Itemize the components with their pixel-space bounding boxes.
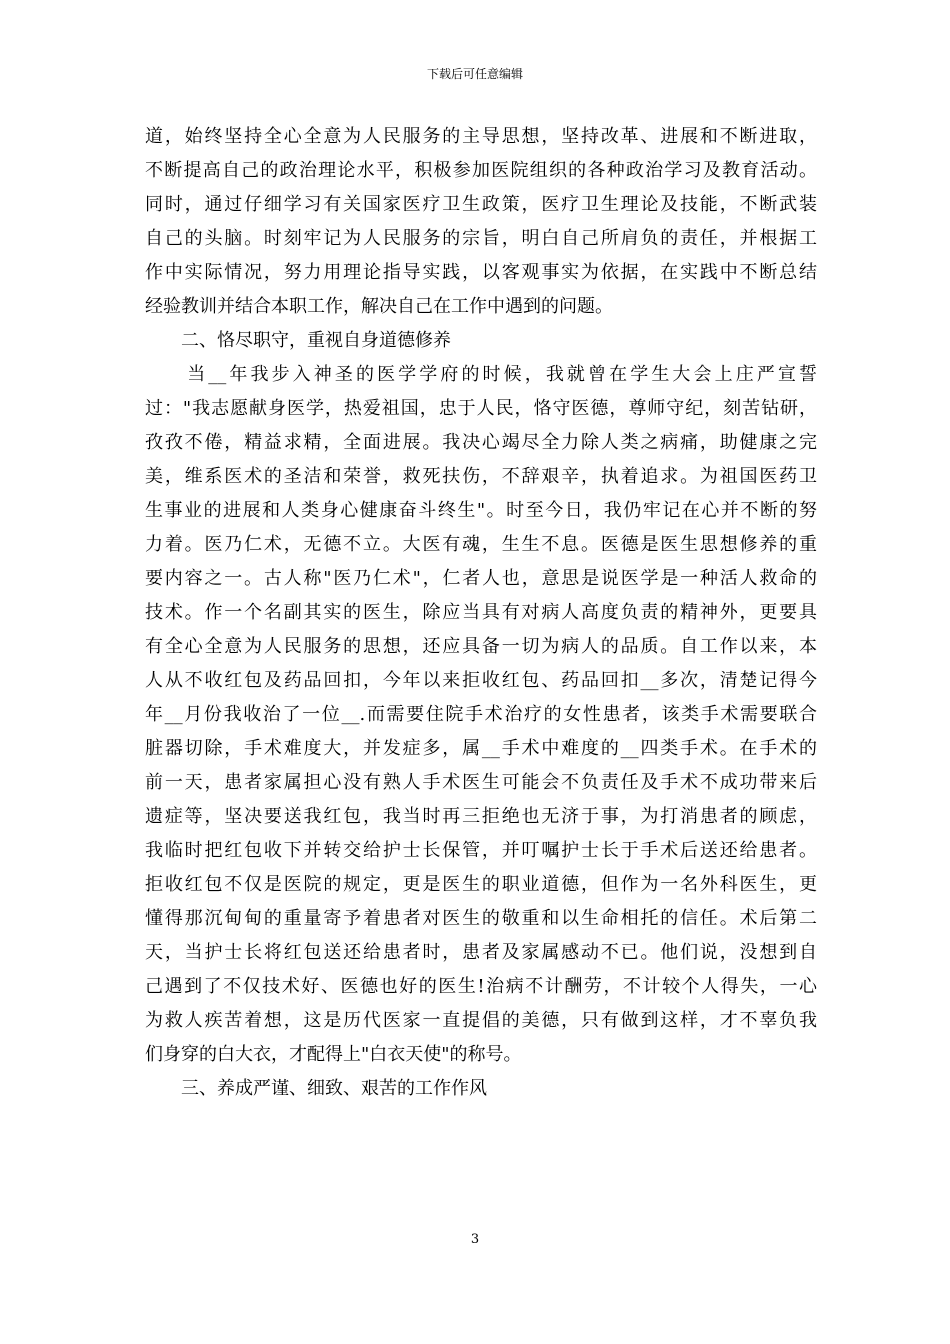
text-line: 经验教训并结合本职工作，解决自己在工作中遇到的问题。 xyxy=(145,296,613,317)
text-line: 过："我志愿献身医学，热爱祖国，忠于人民，恪守医德，尊师守纪，刻苦钻研， xyxy=(145,398,817,419)
text-line: 要内容之一。古人称"医乃仁术"，仁者人也，意思是说医学是一种活人救命的 xyxy=(145,568,817,589)
text-line: 拒收红包不仅是医院的规定，更是医生的职业道德，但作为一名外科医生，更 xyxy=(145,874,817,895)
text-line: 人从不收红包及药品回扣，今年以来拒收红包、药品回扣__多次，清楚记得今 xyxy=(145,670,817,691)
text-line: 们身穿的白大衣，才配得上"白衣天使"的称号。 xyxy=(145,1044,522,1065)
text-line: 遗症等，坚决要送我红包，我当时再三拒绝也无济于事，为打消患者的顾虑， xyxy=(145,806,817,827)
text-line: 不断提高自己的政治理论水平，积极参加医院组织的各种政治学习及教育活动。 xyxy=(145,160,817,181)
text-line: 年__月份我收治了一位__.而需要住院手术治疗的女性患者，该类手术需要联合 xyxy=(145,704,817,725)
section-heading: 二、恪尽职守，重视自身道德修养 xyxy=(145,330,451,351)
text-line: 作中实际情况，努力用理论指导实践，以客观事实为依据，在实践中不断总结 xyxy=(145,262,817,283)
text-line: 生事业的进展和人类身心健康奋斗终生"。时至今日，我仍牢记在心并不断的努 xyxy=(145,500,817,521)
text-line: 当__年我步入神圣的医学学府的时候，我就曾在学生大会上庄严宣誓 xyxy=(145,364,817,385)
text-line: 力着。医乃仁术，无德不立。大医有魂，生生不息。医德是医生思想修养的重 xyxy=(145,534,817,555)
text-line: 脏器切除，手术难度大，并发症多，属__手术中难度的__四类手术。在手术的 xyxy=(145,738,817,759)
text-line: 自己的头脑。时刻牢记为人民服务的宗旨，明白自己所肩负的责任，并根据工 xyxy=(145,228,817,249)
text-line: 我临时把红包收下并转交给护士长保管，并叮嘱护士长于手术后送还给患者。 xyxy=(145,840,817,861)
text-line: 天，当护士长将红包送还给患者时，患者及家属感动不已。他们说，没想到自 xyxy=(145,942,817,963)
text-line: 同时，通过仔细学习有关国家医疗卫生政策，医疗卫生理论及技能，不断武装 xyxy=(145,194,817,215)
text-line: 孜孜不倦，精益求精，全面进展。我决心竭尽全力除人类之病痛，助健康之完 xyxy=(145,432,817,453)
text-line: 懂得那沉甸甸的重量寄予着患者对医生的敬重和以生命相托的信任。术后第二 xyxy=(145,908,817,929)
text-line: 道，始终坚持全心全意为人民服务的主导思想，坚持改革、进展和不断进取， xyxy=(145,126,817,147)
document-body xyxy=(145,120,817,1106)
text-line: 己遇到了不仅技术好、医德也好的医生!治病不计酬劳，不计较个人得失，一心 xyxy=(145,976,817,997)
page-header: 下载后可任意编辑 xyxy=(426,67,523,81)
text-line: 美，维系医术的圣洁和荣誉，救死扶伤，不辞艰辛，执着追求。为祖国医药卫 xyxy=(145,466,817,487)
section-heading: 三、养成严谨、细致、艰苦的工作作风 xyxy=(145,1078,487,1099)
text-line: 前一天，患者家属担心没有熟人手术医生可能会不负责任及手术不成功带来后 xyxy=(145,772,817,793)
text-line: 技术。作一个名副其实的医生，除应当具有对病人高度负责的精神外，更要具 xyxy=(145,602,817,623)
text-line: 有全心全意为人民服务的思想，还应具备一切为病人的品质。自工作以来，本 xyxy=(145,636,817,657)
text-line: 为救人疾苦着想，这是历代医家一直提倡的美德，只有做到这样，才不辜负我 xyxy=(145,1010,817,1031)
page-number: 3 xyxy=(470,1232,480,1247)
